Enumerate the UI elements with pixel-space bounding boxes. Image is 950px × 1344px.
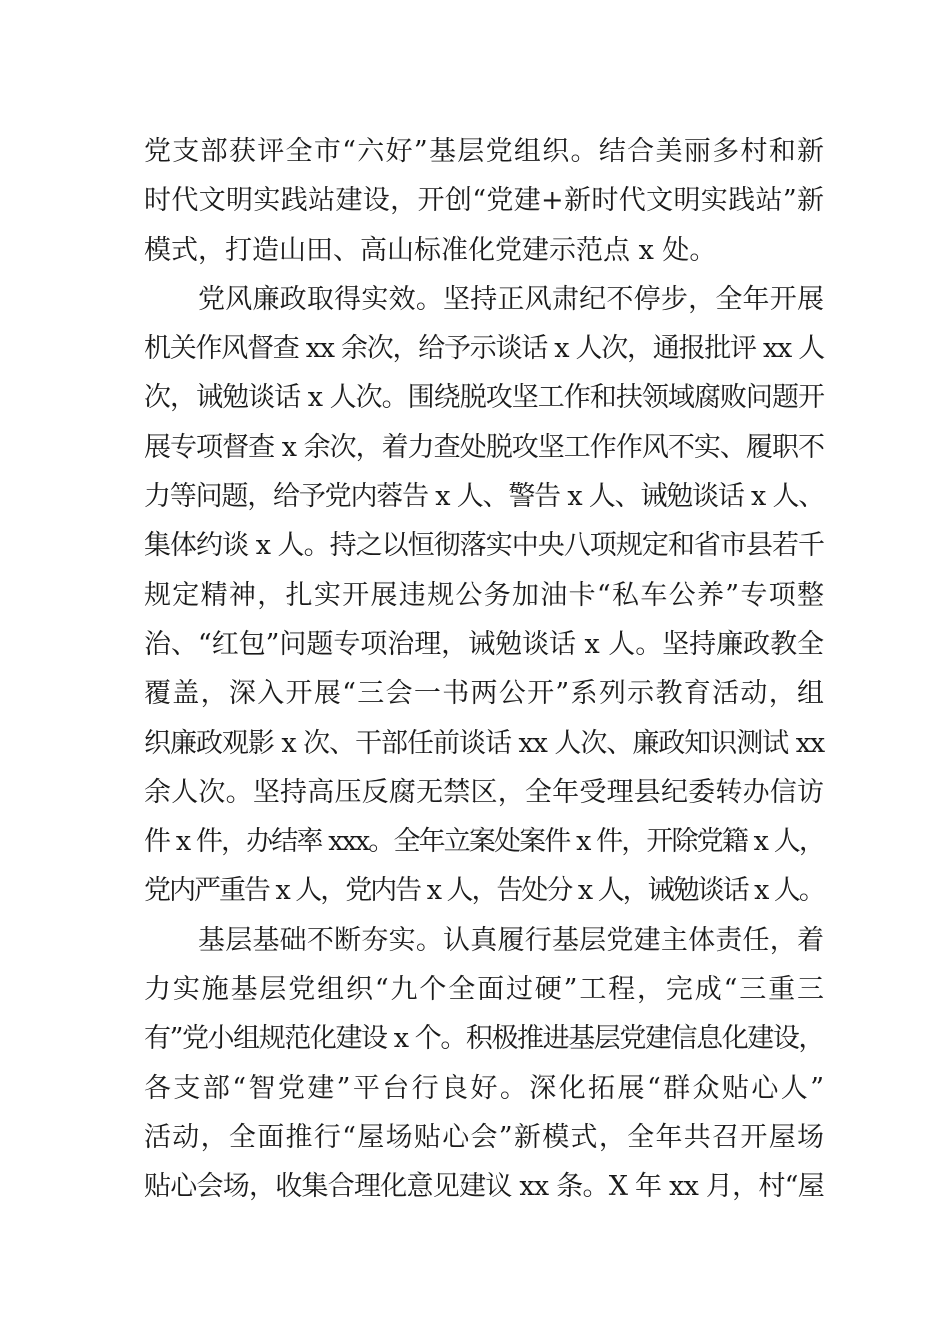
text-line: 党内严重告 x 人，党内告 x 人，告处分 x 人，诫勉谈话 x 人。	[144, 875, 824, 907]
text-line: 模式，打造山田、高山标准化党建示范点 x 处。	[144, 234, 717, 266]
text-line: 集体约谈 x 人。持之以恒彻落实中央八项规定和省市县若千	[144, 530, 824, 562]
paragraph-start-line: 党风廉政取得实效。坚持正风肃纪不停步，全年开展	[198, 283, 824, 315]
paragraph-start-line: 基层基础不断夯实。认真履行基层党建主体责任，着	[198, 924, 824, 956]
text-line: 贴心会场，收集合理化意见建议 xx 条。X 年 xx 月，村“屋	[144, 1171, 824, 1203]
text-line: 党支部获评全市“六好”基层党组织。结合美丽多村和新	[144, 136, 824, 167]
text-line: 次，诫勉谈话 x 人次。围绕脱攻坚工作和扶领域腐败问题开	[144, 382, 824, 414]
text-line: 时代文明实践站建设，开创“党建+新时代文明实践站”新	[144, 185, 824, 217]
body-text	[144, 127, 824, 1212]
text-line: 织廉政观影 x 次、干部任前谈话 xx 人次、廉政知识测试 xx	[144, 727, 825, 759]
text-line: 件 x 件，办结率 xxx。全年立案处案件 x 件，开除党籍 x 人，	[144, 826, 824, 858]
text-line: 治、“红包”问题专项治理，诫勉谈话 x 人。坚持廉政教全	[144, 628, 824, 660]
text-line: 余人次。坚持高压反腐无禁区，全年受理县纪委转办信访	[144, 776, 824, 808]
text-line: 力实施基层党组织“九个全面过硬”工程，完成“三重三	[144, 974, 824, 1006]
text-line: 力等问题，给予党内蓉告 x 人、警告 x 人、诫勉谈话 x 人、	[144, 481, 825, 513]
text-line: 覆盖，深入开展“三会一书两公开”系列示教育活动，组	[144, 678, 824, 710]
text-line: 有”党小组规范化建设 x 个。积极推进基层党建信息化建设，	[144, 1023, 825, 1055]
text-line: 各支部“智党建”平台行良好。深化拓展“群众贴心人”	[144, 1072, 824, 1104]
text-line: 展专项督查 x 余次，着力查处脱攻坚工作作风不实、履职不	[144, 431, 824, 463]
text-line: 机关作风督查 xx 余次，给予示谈话 x 人次，通报批评 xx 人	[144, 333, 825, 365]
text-line: 活动，全面推行“屋场贴心会”新模式，全年共召开屋场	[144, 1121, 824, 1153]
text-line: 规定精神，扎实开展违规公务加油卡“私车公养”专项整	[144, 579, 824, 611]
